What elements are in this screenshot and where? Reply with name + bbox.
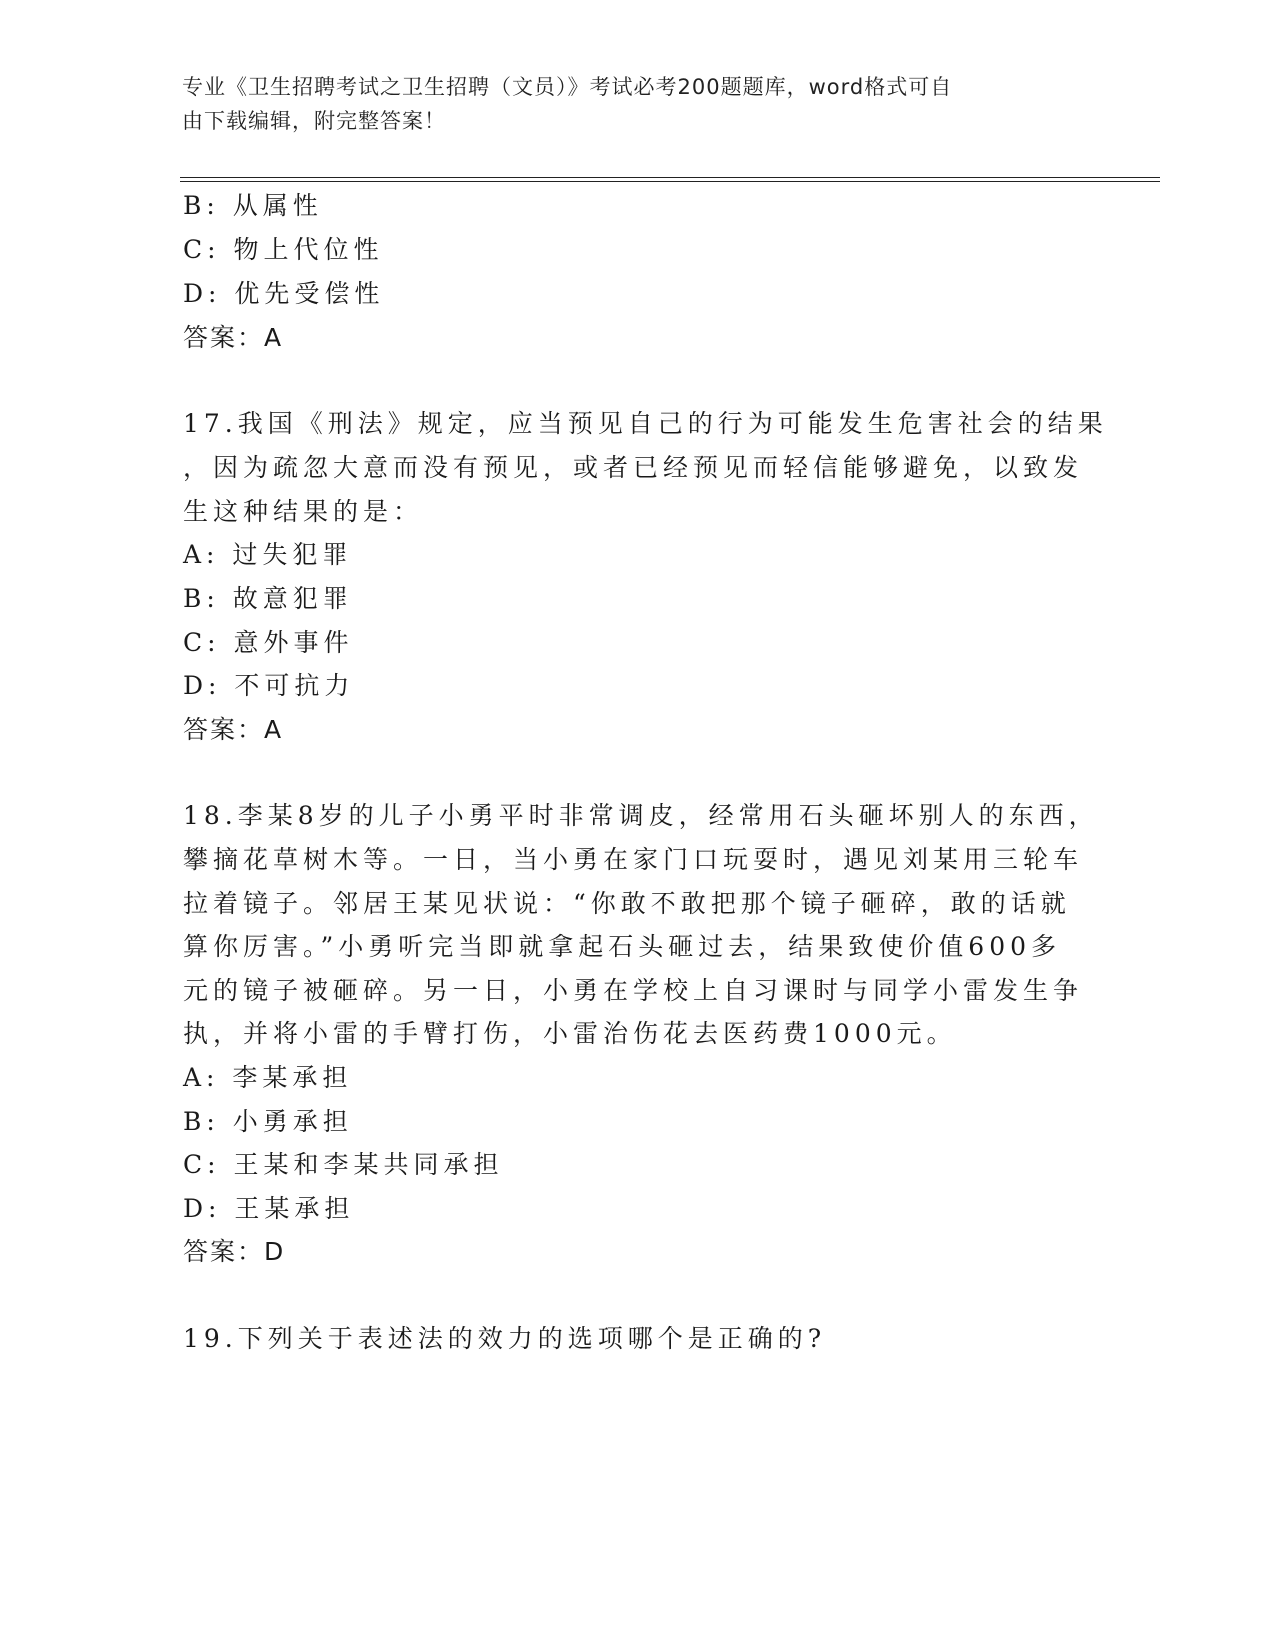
q16-answer: 答案：A (183, 323, 284, 352)
q16-option-d: D: 优先受偿性 (183, 279, 385, 308)
q18-option-d: D: 王某承担 (183, 1194, 355, 1223)
q17-stem-line-2: ，因为疏忽大意而没有预见，或者已经预见而轻信能够避免，以致发 (183, 453, 1084, 482)
header-divider-top (180, 177, 1160, 178)
header-divider-bottom (180, 181, 1160, 182)
q18-stem-line-1: 18.李某8岁的儿子小勇平时非常调皮，经常用石头砸坏别人的东西， (183, 801, 1099, 830)
q18-stem-line-5: 元的镜子被砸碎。另一日，小勇在学校上自习课时与同学小雷发生争 (183, 976, 1084, 1005)
q16-option-c: C: 物上代位性 (183, 235, 384, 264)
q18-stem-line-4: 算你厉害。”小勇听完当即就拿起石头砸过去，结果致使价值600多 (183, 932, 1062, 961)
header-title-line-1: 专业《卫生招聘考试之卫生招聘（文员）》考试必考200题题库，word格式可自 (182, 75, 953, 99)
q17-stem-line-1: 17.我国《刑法》规定，应当预见自己的行为可能发生危害社会的结果 (183, 409, 1108, 438)
q17-option-d: D: 不可抗力 (183, 671, 355, 700)
q18-stem-line-6: 执，并将小雷的手臂打伤，小雷治伤花去医药费1000元。 (183, 1019, 957, 1048)
q19-stem-line-1: 19.下列关于表述法的效力的选项哪个是正确的? (183, 1324, 827, 1353)
q17-option-a: A: 过失犯罪 (183, 540, 353, 569)
q18-stem-line-2: 攀摘花草树木等。一日，当小勇在家门口玩耍时，遇见刘某用三轮车 (183, 845, 1084, 874)
q18-stem-line-3: 拉着镜子。邻居王某见状说：“你敢不敢把那个镜子砸碎，敢的话就 (183, 889, 1071, 918)
q16-option-b: B: 从属性 (183, 191, 323, 220)
q18-answer: 答案：D (183, 1237, 286, 1266)
q18-option-c: C: 王某和李某共同承担 (183, 1150, 504, 1179)
q17-stem-line-3: 生这种结果的是： (183, 497, 424, 526)
q18-option-a: A: 李某承担 (183, 1063, 353, 1092)
q17-option-c: C: 意外事件 (183, 628, 354, 657)
q17-option-b: B: 故意犯罪 (183, 584, 353, 613)
q17-answer: 答案：A (183, 715, 284, 744)
document-header (182, 70, 1082, 138)
header-title-line-2: 由下载编辑，附完整答案！ (182, 109, 446, 133)
q18-option-b: B: 小勇承担 (183, 1107, 353, 1136)
